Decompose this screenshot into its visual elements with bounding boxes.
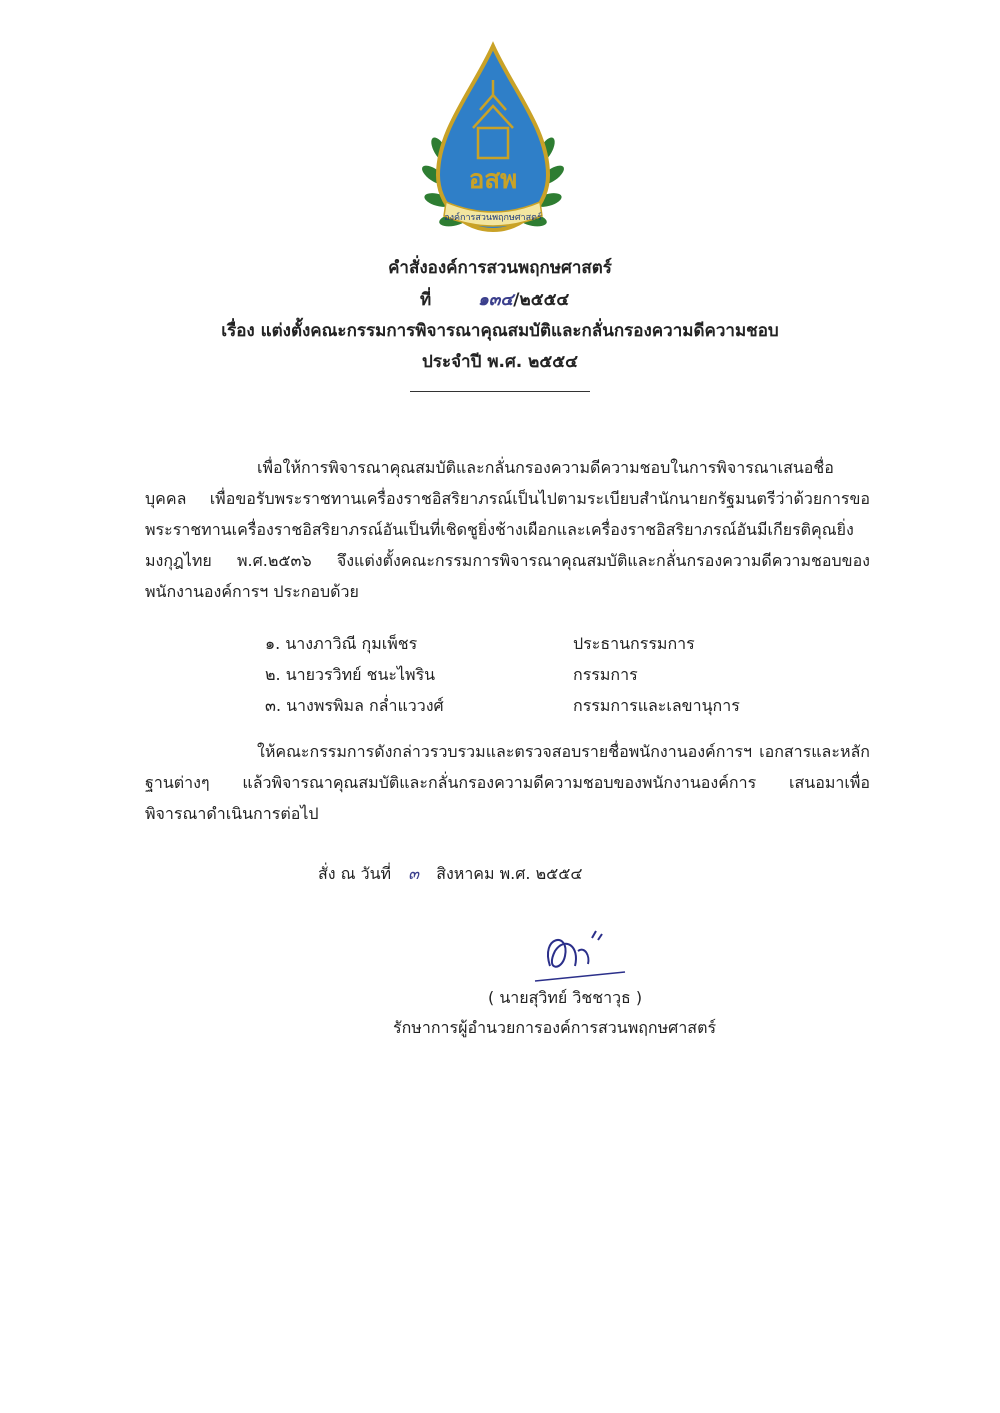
member-name: ๒. นายวรวิทย์ ชนะไพริน: [265, 665, 436, 684]
document-title: คำสั่งองค์การสวนพฤกษศาสตร์: [388, 258, 612, 278]
order-date: [318, 862, 582, 887]
logo-ribbon-text: องค์การสวนพฤกษศาสตร์: [444, 213, 542, 223]
paragraph-2: ให้คณะกรรมการดังกล่าวรวบรวมและตรวจสอบรายชื่อพนักงานองค์การฯ เอกสารและหลักฐานต่างๆ แล้วพิจารณาคุณสมบัติและกลั่นกรองความดีความชอบของพนักงานองค์การ เสนอมาเพื่อพิจารณาดำเนินการต่อไป: [145, 742, 870, 823]
member-list: [265, 628, 740, 721]
order-year: /๒๕๕๔: [513, 290, 570, 310]
date-day: ๓: [408, 864, 420, 883]
list-item: [265, 628, 740, 659]
member-role: ประธานกรรมการ: [573, 634, 695, 653]
order-number: ๑๓๔: [478, 290, 514, 310]
date-prefix: สั่ง ณ วันที่: [318, 864, 392, 883]
order-number-line: [420, 286, 569, 313]
member-name: ๓. นางพรพิมล กล่ำแววงศ์: [265, 696, 444, 715]
year-line: ประจำปี พ.ศ. ๒๕๕๔: [422, 352, 578, 372]
signatory-name: ( นายสุวิทย์ วิชชาวุธ ): [488, 988, 643, 1007]
handwritten-signature: [530, 926, 630, 986]
date-month-year: สิงหาคม พ.ศ. ๒๕๕๔: [436, 864, 583, 883]
member-name: ๑. นางภาวิณี กุมเพ็ชร: [265, 634, 418, 653]
header-divider: [410, 391, 590, 392]
svg-text:อสพ: อสพ: [468, 165, 518, 195]
list-item: [265, 659, 740, 690]
paragraph-1: เพื่อให้การพิจารณาคุณสมบัติและกลั่นกรองความดีความชอบในการพิจารณาเสนอชื่อบุคคล เพื่อขอรับพระราชทานเครื่องราชอิสริยาภรณ์เป็นไปตามระเบียบสำนักนายกรัฐมนตรีว่าด้วยการขอพระราชทานเครื่องราชอิสริยาภรณ์อันเป็นที่เชิดชูยิ่งช้างเผือกและเครื่องราชอิสริยาภรณ์อันมีเกียรติคุณยิ่งมงกุฎไทย พ.ศ.๒๕๓๖ จึงแต่งตั้งคณะกรรมการพิจารณาคุณสมบัติและกลั่นกรองความดีความชอบของพนักงานองค์การฯ ประกอบด้วย: [145, 458, 870, 601]
member-role: กรรมการและเลขานุการ: [573, 696, 740, 715]
order-label: ที่: [420, 290, 432, 310]
organization-logo: [418, 40, 568, 240]
member-role: กรรมการ: [573, 665, 638, 684]
list-item: [265, 690, 740, 721]
subject-line: เรื่อง แต่งตั้งคณะกรรมการพิจารณาคุณสมบัติและกลั่นกรองความดีความชอบ: [221, 321, 779, 341]
signatory-position: รักษาการผู้อำนวยการองค์การสวนพฤกษศาสตร์: [393, 1018, 717, 1037]
